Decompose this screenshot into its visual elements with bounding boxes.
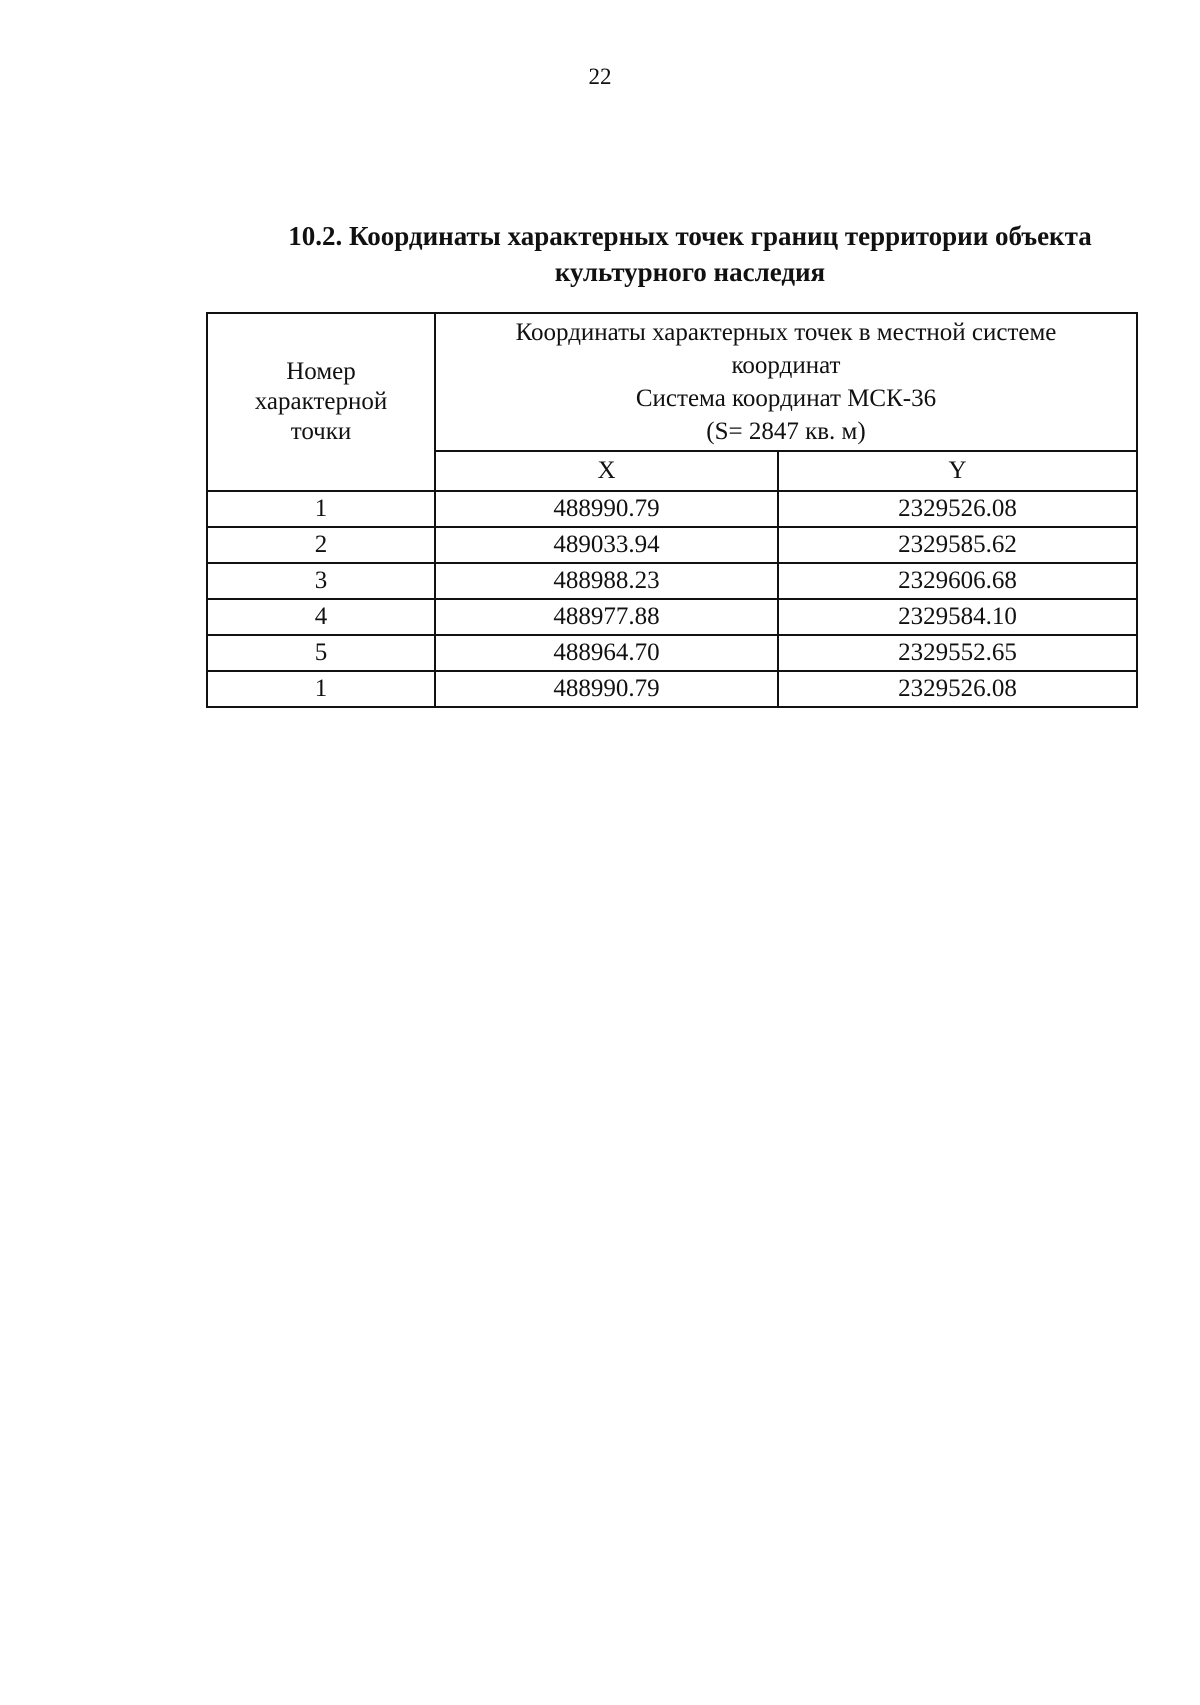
point-number-cell: 3: [207, 563, 435, 599]
y-column-header: Y: [778, 451, 1137, 491]
x-column-header: X: [435, 451, 778, 491]
table-row: [207, 491, 1137, 527]
coordinates-header: [435, 313, 1137, 451]
table-row: [207, 635, 1137, 671]
point-number-header-line: Номер: [286, 358, 356, 385]
section-heading-line-2: культурного наследия: [554, 257, 826, 287]
section-heading-line-1: 10.2. Координаты характерных точек границ территории объекта: [288, 221, 1092, 251]
x-value-cell: 489033.94: [435, 527, 778, 563]
point-number-cell: 1: [207, 491, 435, 527]
x-value-cell: 488990.79: [435, 671, 778, 707]
point-number-header-line: точки: [290, 418, 352, 445]
coordinates-table: [206, 312, 1138, 708]
point-number-cell: 1: [207, 671, 435, 707]
coordinates-header-line: (S= 2847 кв. м): [706, 418, 866, 445]
coordinates-header-line: координат: [731, 352, 841, 379]
table-row: [207, 671, 1137, 707]
table-header-row: [207, 313, 1137, 451]
y-value-cell: 2329585.62: [778, 527, 1137, 563]
coordinates-header-line: Координаты характерных точек в местной системе: [515, 319, 1057, 346]
x-value-cell: 488964.70: [435, 635, 778, 671]
table-row: [207, 527, 1137, 563]
coordinates-header-line: Система координат МСК-36: [635, 385, 937, 412]
point-number-cell: 4: [207, 599, 435, 635]
y-value-cell: 2329552.65: [778, 635, 1137, 671]
point-number-header-line: характерной: [254, 388, 388, 415]
y-value-cell: 2329606.68: [778, 563, 1137, 599]
y-value-cell: 2329526.08: [778, 671, 1137, 707]
point-number-header: [207, 313, 435, 491]
table-row: [207, 599, 1137, 635]
table-row: [207, 563, 1137, 599]
point-number-cell: 5: [207, 635, 435, 671]
x-value-cell: 488988.23: [435, 563, 778, 599]
x-value-cell: 488990.79: [435, 491, 778, 527]
y-value-cell: 2329526.08: [778, 491, 1137, 527]
section-heading: [230, 218, 1150, 290]
point-number-cell: 2: [207, 527, 435, 563]
page-number: 22: [588, 64, 612, 89]
x-value-cell: 488977.88: [435, 599, 778, 635]
y-value-cell: 2329584.10: [778, 599, 1137, 635]
